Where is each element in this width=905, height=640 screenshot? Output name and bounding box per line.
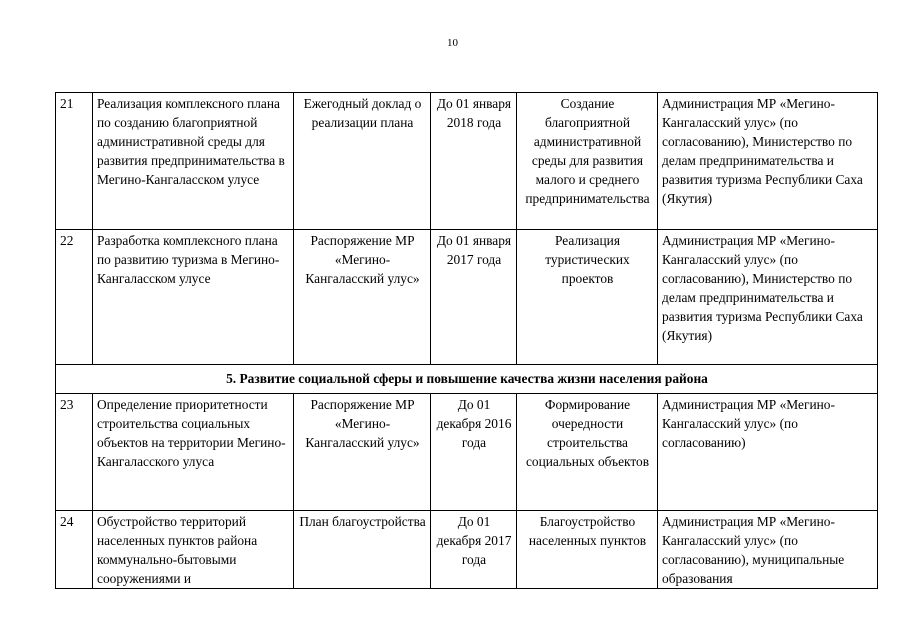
row-number: 22 <box>56 230 93 365</box>
result-cell: Реализация туристических проектов <box>517 230 658 365</box>
deadline-cell: До 01 декабря 2016 года <box>431 394 517 511</box>
document-cell: Распоряжение МР «Мегино-Кангаласский улус» <box>294 394 431 511</box>
deadline-cell: До 01 января 2017 года <box>431 230 517 365</box>
row-number: 23 <box>56 394 93 511</box>
result-cell: Формирование очередности строительства социальных объектов <box>517 394 658 511</box>
responsible-cell: Администрация МР «Мегино-Кангаласский улус» (по согласованию) <box>658 394 878 511</box>
action-cell: Определение приоритетности строительства социальных объектов на территории Мегино-Кангаласского улуса <box>93 394 294 511</box>
result-cell: Создание благоприятной административной среды для развития малого и среднего предпринимательства <box>517 93 658 230</box>
responsible-cell: Администрация МР «Мегино-Кангаласский улус» (по согласованию), муниципальные образования <box>658 511 878 589</box>
deadline-cell: До 01 января 2018 года <box>431 93 517 230</box>
page-number: 10 <box>447 37 458 49</box>
table-row <box>56 511 878 589</box>
table-row <box>56 394 878 511</box>
result-cell: Благоустройство населенных пунктов <box>517 511 658 589</box>
action-cell: Обустройство территорий населенных пунктов района коммунально-бытовыми сооружениями и <box>93 511 294 589</box>
row-number: 21 <box>56 93 93 230</box>
document-cell: Распоряжение МР «Мегино-Кангаласский улус» <box>294 230 431 365</box>
table-row <box>56 230 878 365</box>
row-number: 24 <box>56 511 93 589</box>
section-heading-row <box>56 365 878 394</box>
action-cell: Реализация комплексного плана по созданию благоприятной административной среды для развития предпринимательства в Мегино-Кангаласском улусе <box>93 93 294 230</box>
responsible-cell: Администрация МР «Мегино-Кангаласский улус» (по согласованию), Министерство по делам предпринимательства и развития туризма Республики Саха (Якутия) <box>658 93 878 230</box>
table-row <box>56 93 878 230</box>
section-title: 5. Развитие социальной сферы и повышение качества жизни населения района <box>56 365 878 394</box>
action-plan-table <box>55 92 878 589</box>
document-cell: Ежегодный доклад о реализации плана <box>294 93 431 230</box>
deadline-cell: До 01 декабря 2017 года <box>431 511 517 589</box>
responsible-cell: Администрация МР «Мегино-Кангаласский улус» (по согласованию), Министерство по делам предпринимательства и развития туризма Республики Саха (Якутия) <box>658 230 878 365</box>
document-cell: План благоустройства <box>294 511 431 589</box>
action-cell: Разработка комплексного плана по развитию туризма в Мегино-Кангаласском улусе <box>93 230 294 365</box>
